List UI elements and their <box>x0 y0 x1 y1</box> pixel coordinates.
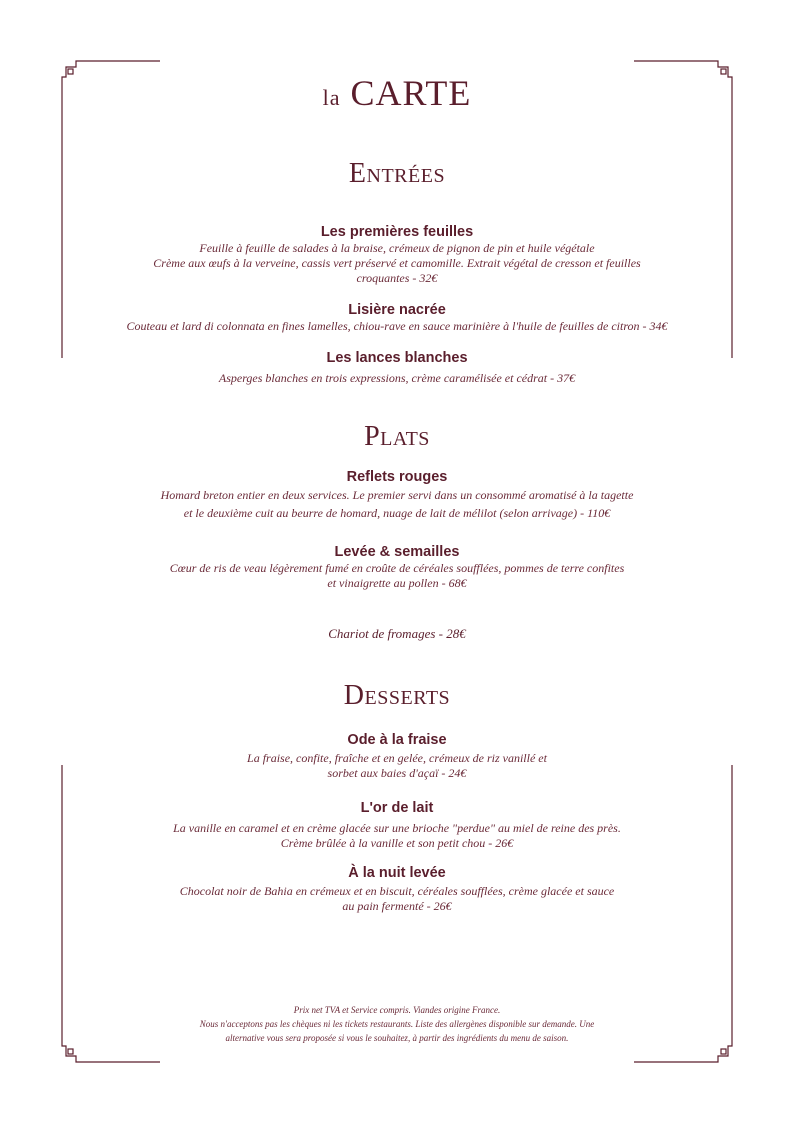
dish-les-lances-blanches <box>0 349 794 386</box>
footer-line: Nous n'acceptons pas les chèques ni les tickets restaurants. Liste des allergènes disponible sur demande. Une <box>199 1019 595 1029</box>
dish-description-line: Chocolat noir de Bahia en crémeux et en biscuit, céréales soufflées, crème glacée et sauce <box>179 884 615 898</box>
page-title <box>0 72 794 114</box>
dish-ode-a-la-fraise <box>0 731 794 781</box>
dish-description-line: croquantes - 32€ <box>356 271 438 285</box>
dish-reflets-rouges <box>0 468 794 522</box>
footer-line: alternative vous sera proposée si vous le souhaitez, à partir des ingrédients du menu de saison. <box>225 1033 569 1043</box>
dish-description-line: et le deuxième cuit au beurre de homard, nuage de lait de mélilot (selon arrivage) - 110€ <box>183 506 611 520</box>
section-title-plats: Plats <box>364 421 430 452</box>
dish-levee-semailles <box>0 543 794 591</box>
footer-line: Prix net TVA et Service compris. Viandes origine France. <box>293 1005 501 1015</box>
dish-les-premieres-feuilles <box>0 223 794 286</box>
title-main: CARTE <box>350 73 472 113</box>
dish-lisiere-nacree <box>0 301 794 334</box>
dish-name: L'or de lait <box>360 800 434 816</box>
dish-name: À la nuit levée <box>348 865 446 881</box>
dish-name: Les lances blanches <box>326 350 468 366</box>
dish-description-line: Feuille à feuille de salades à la braise, crémeux de pignon de pin et huile végétale <box>199 241 595 255</box>
dish-name: Ode à la fraise <box>347 732 447 748</box>
section-title-desserts: Desserts <box>343 680 451 711</box>
footer-note <box>160 1003 634 1045</box>
dish-description-line: Homard breton entier en deux services. Le premier servi dans un consommé aromatisé à la tagette <box>160 488 634 502</box>
section-title-entrees: Entrées <box>348 158 446 189</box>
dish-description-line: Crème aux œufs à la verveine, cassis vert préservé et camomille. Extrait végétal de cresson et feuilles <box>153 256 641 270</box>
dish-description-line: Couteau et lard di colonnata en fines lamelles, chiou-rave en sauce marinière à l'huile de feuilles de citron - 34€ <box>126 319 668 333</box>
dish-name: Reflets rouges <box>346 469 448 485</box>
dish-description-line: La vanille en caramel et en crème glacée sur une brioche "perdue" au miel de reine des près. <box>173 821 621 835</box>
dish-description-line: La fraise, confite, fraîche et en gelée, crémeux de riz vanillé et <box>247 751 547 765</box>
dish-name: Lisière nacrée <box>348 302 446 318</box>
dish-description-line: Cœur de ris de veau légèrement fumé en croûte de céréales soufflées, pommes de terre confites <box>169 561 625 575</box>
dish-name: Les premières feuilles <box>320 224 474 240</box>
dish-description-line: Asperges blanches en trois expressions, crème caramélisée et cédrat - 37€ <box>218 371 576 385</box>
dish-description-line: au pain fermenté - 26€ <box>342 899 452 913</box>
dish-description-line: et vinaigrette au pollen - 68€ <box>327 576 467 590</box>
dish-description-line: sorbet aux baies d'açaï - 24€ <box>327 766 467 780</box>
dish-description-line: Crème brûlée à la vanille et son petit chou - 26€ <box>280 836 514 850</box>
title-article: la <box>322 85 341 110</box>
dish-name: Levée & semailles <box>334 544 460 560</box>
cheese-trolley: Chariot de fromages - 28€ <box>328 626 466 641</box>
dish-a-la-nuit-levee <box>0 864 794 914</box>
dish-l-or-de-lait <box>0 799 794 851</box>
